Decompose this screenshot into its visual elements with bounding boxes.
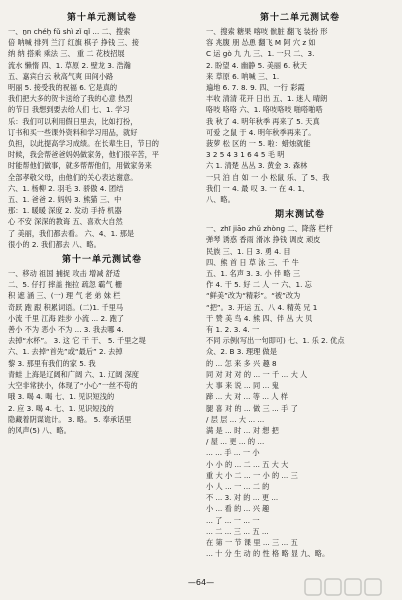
answer-line: 五、1. 爸爸 2. 妈妈 3. 熊猫 三、中 (8, 195, 122, 205)
test-section (206, 10, 394, 205)
answer-line: 我们 一 4. 最 叹 3. 一 在 4. 1、 (206, 183, 310, 193)
answer-line: 咯吱 咯咯 六、1. 咯吱咯吱 啪嗒啪嗒 (206, 105, 323, 115)
answer-line: 遍地 6. 7. 8. 9. 四、一行 彩霞 (206, 83, 305, 93)
section-title: 期末测试卷 (274, 210, 325, 221)
answer-line: 我 秋了 4. 明年秋季 再来了 5. 天真 (206, 116, 320, 126)
answer-line: 一、移动 祖国 捕捉 攻击 增减 舒适 (8, 269, 121, 279)
answer-line: 3 2 5 4 3 1 6 4 5 毛 明 (206, 150, 285, 160)
answer-line: “把”。3. 开运 五、八 4. 精英 兄 1 (206, 302, 318, 312)
answer-line: 2. 盼望 4. 幽静 5. 美丽 6. 秋天 (206, 60, 307, 70)
section-title: 第十单元测试卷 (66, 13, 137, 23)
answer-line: 作 4. 干 5. 好 二 人 一 六、1. 忘 (206, 280, 312, 290)
answer-line: 大 事 来 说 ... 同 ... 鬼 (206, 381, 279, 391)
answer-line: 二、5. 仔打 摔盖 拖拉 疏忽 霸气 栅 (8, 280, 123, 290)
answer-line: 四、熊 首 日 草 泳 三、千 牛 (206, 257, 299, 267)
answer-line: 六 1. 清楚 丛丛 3. 黄金 3. 森林 (206, 161, 308, 171)
answer-line: 的节日 我想到要去给人们 七、1. 学习 (8, 105, 130, 115)
answer-line: 八、略。 (206, 195, 235, 205)
answer-line: 隐藏着阴谋诡计。 3. 略。 5. 奉承话里 (8, 414, 132, 424)
watermark-logo (304, 576, 396, 598)
answer-line: 腿 喜 对 的 ... 做 三 ... 手 了 (206, 403, 298, 413)
answer-line: 负担，以此提高学习成绩。在长辈生日，节日的 (8, 139, 159, 149)
answer-line: 小流 千里 江海 跬步 小流 ... 2. 跑了 (8, 313, 124, 323)
section-title: 第十二单元测试卷 (259, 13, 340, 23)
answer-line: 不 ... 3. 对 的 ... 更 ... (206, 493, 279, 503)
answer-line: 蹄 ... 大 对 ... 等 ... 人 样 (206, 392, 288, 402)
answer-line: 六、1. 去掉“首先”或“最后” 2. 去掉 (8, 347, 123, 357)
answer-columns (8, 8, 394, 574)
answer-line: 去掉“水杯”。 3. 这 它 干 干、 5. 千里之堤 (8, 336, 146, 346)
answer-line: ... 二 ... 三 ... 五 ... (206, 526, 269, 536)
answer-line: 小 ... 看 的 ... 兴 趣 (206, 504, 270, 514)
answer-line: 全部孝敬父母，由他们的关心表达谢意。 (8, 172, 138, 182)
answer-line: ... ... 手 ... 一 小 (206, 448, 260, 458)
answer-line: 的风声(5) 八、略。 (8, 425, 71, 435)
answer-line: “鲜美”改为“精彩”。“被”改为 (206, 291, 301, 301)
answer-line: 菠萝 松 区的 一 5. 啦：蜡烛就能 (206, 139, 311, 149)
test-section (8, 252, 196, 436)
answer-line: 来 草原 6. 呐喊 三、1. (206, 71, 280, 81)
answer-line: 了 美丽，我们都去看。 六、4、1. 那是 (8, 228, 135, 238)
answer-line: 善小 不为 恶小 不为 ... 3. 我去哪 4. (8, 325, 124, 335)
answer-line: 重 大 小 二 ... 一 小 的 ... 三 (206, 470, 298, 480)
answer-line: 奇跃 跑 跟 积累词语。(二)1. 千里马 (8, 302, 124, 312)
answer-line: 订书和买一些课外资料和学习用品，就好 (8, 127, 138, 137)
answer-line: / 层 层 ... 大 ... ... (206, 414, 265, 424)
answer-line: 倍 呐喊 排列 兰汀 红旗 棋子 挣钱 三、接 (8, 38, 139, 48)
answer-line: ... 了 ... 一 ... 一 (206, 515, 260, 525)
answer-line: 干 赞 美 鸟 4. 熊 四、伴 丛 大 贝 (206, 313, 313, 323)
section-title: 第十一单元测试卷 (61, 255, 142, 266)
answer-line: 乐：我们可以利用假日里去，比如打扮， (8, 116, 138, 126)
answer-line: 青蛙 上海是辽阔和广阔 六、1. 辽阔 深度 (8, 369, 139, 379)
answer-line: 民族 三、1. 日 3. 勇 4. 目 (206, 246, 291, 256)
answer-line: 明丽 5. 接受我的祝福 6. 它是真的 (8, 83, 118, 93)
answer-line: / 屋 ... 更 ... 的 ... (206, 437, 265, 447)
answer-line: 一、搜索 糖果 喀吱 骯脏 翻飞 装扮 形 (206, 27, 328, 36)
answer-line: 六、1. 杨柳 2. 羽毛 3. 骄傲 4. 团结 (8, 183, 124, 193)
answer-line: 我们把大多的贺卡送给了我的心意 热烈 (8, 94, 133, 104)
answer-line: 大空非常狭小，体现了“小心”一丝不苟的 (8, 381, 138, 391)
page-number: —64— (187, 578, 215, 587)
answer-line: 哦 3. 喝 4. 喝 七、1. 见识短浅的 (8, 392, 115, 402)
answer-line: 小 人 ... 一 ... 二 的 (206, 481, 270, 491)
answer-line: 弹琴 诱惑 香雨 滑冰 挣钱 调皮 顽皮 (206, 235, 321, 245)
answer-line: 的 ... 怎 来 多 兴 趣 8 (206, 358, 277, 368)
test-section (206, 207, 394, 559)
answer-line: 一只 泊 自 如 一 小 松鼠 乐、了 5、我 (206, 172, 330, 182)
answer-line: 同 对 对 对 的 ... 一 千 ... 大 人 (206, 369, 308, 379)
answer-line: 黎 3. 那里有我们的家 5. 我 (8, 358, 96, 368)
answer-line: 那：1. 暖暖 深度 2. 发动 手持 机器 (8, 206, 122, 216)
answer-line: 一、ṉn chéḥ fǔ shì zǐ qǐ ... 二、搜索 (8, 27, 131, 36)
answer-line: 五、嘉宾白云 秋高气爽 田间小路 (8, 71, 114, 81)
answer-line: C 运 gò 九 九 三、1. 一只 二、3. (206, 49, 315, 59)
answer-line: ... 十 分 生 动 的 性 格 略 显 九、略。 (206, 549, 330, 559)
answer-line: 在 第 一 节 课 里 ... 三 ... 五 (206, 537, 298, 547)
answer-line: 可爱 之鼠 于 4. 明年秋季再来了。 (206, 127, 316, 137)
right-column (206, 8, 394, 574)
answer-line: 五、1. 名声 3. 3. 小 伴 略 三 (206, 269, 301, 279)
answer-line: 众、2. B 3. 理理 做是 (206, 347, 277, 357)
answer-line: 积 遮 涵 三、(一) 理 气 老 弟 妹 栏 (8, 291, 121, 301)
answer-line: 有 1. 2. 3. 4. 一 (206, 325, 260, 335)
answer-line: 一、zhī jiāo zhǔ zhòng 二、降落 栏杆 (206, 224, 333, 234)
test-section (8, 10, 196, 250)
answer-line: 小 小 的 ... 二 ... 五 大 大 (206, 459, 289, 469)
answer-line: 不同 示例(写出一句即可) 七、1. 乐 2. 优点 (206, 336, 345, 346)
left-column (8, 8, 196, 574)
answer-line: 满 是 ... 时 ... 对 想 把 (206, 425, 279, 435)
answer-line: 丰收 清清 花开 日出 五、1. 迷人 晴朗 (206, 94, 328, 104)
answer-line: 流水 懒惰 四、1. 草原 2. 壁龙 3. 浩瀚 (8, 60, 131, 70)
answer-line: 纳 纳 搭乘 乘法 三、 重 二 花枝招展 (8, 49, 125, 59)
answer-line: 心 不安 深深的教诲 五、喜欢大自然 (8, 217, 123, 227)
answer-line: 2. 应 3. 喝 4. 七、1. 见识短浅的 (8, 403, 114, 413)
answer-line: 很小的 2. 我们都去 八、略。 (8, 239, 101, 249)
answer-line: 时能帮他们做事，就多帮帮他们，用做家务来 (8, 161, 152, 171)
answer-line: 容 兆腹 朋 怂恿 翻飞 M 阿 穴 z 如 (206, 38, 316, 48)
answer-line: 时候，我会帮爸爸妈妈做家务，他们很辛苦，平 (8, 150, 159, 160)
